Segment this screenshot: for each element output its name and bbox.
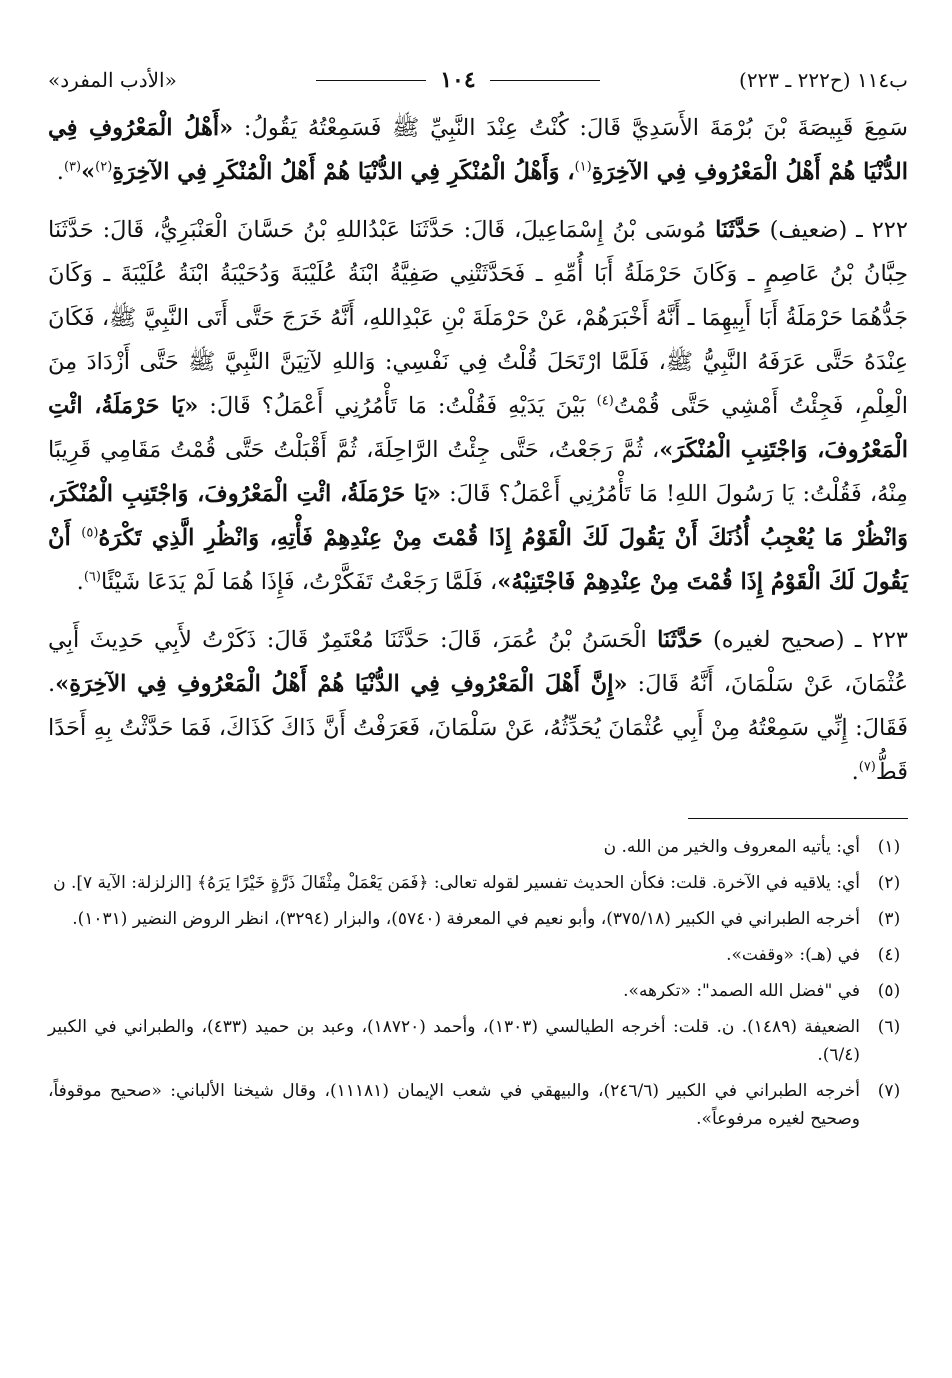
footnote-item — [48, 1077, 908, 1133]
footnote-text: أخرجه الطبراني في الكبير (٣٧٥/١٨)، وأبو نعيم في المعرفة (٥٧٤٠)، والبزار (٣٢٩٤)، انظر الروض النضير (١٠٣١). — [72, 909, 860, 929]
footnote-number: (٤) — [877, 945, 901, 965]
footnote-text: أي: يلاقيه في الآخرة. قلت: فكأن الحديث تفسير لقوله تعالى: ﴿فَمَن يَعْمَلْ مِثْقَالَ ذَرَّةٍ خَيْرًا يَرَهُ﴾ [الزلزلة: الآية ٧]. ن — [53, 873, 860, 893]
footnote-text: في (هـ): «وقفت». — [726, 945, 860, 965]
footnote-text: أخرجه الطبراني في الكبير (٢٤٦/٦)، والبيهقي في شعب الإيمان (١١١٨١)، وقال شيخنا الألباني: «صحيح موقوفاً، وصحيح لغيره مرفوعاً». — [48, 1081, 861, 1129]
hadith-paragraph-223 — [48, 618, 908, 794]
footnote-ref: (٦) — [83, 569, 101, 585]
footnote-item — [48, 1013, 908, 1069]
main-text — [48, 106, 908, 794]
hadith-number-grade: ٢٢٢ ـ (ضعيف) — [760, 217, 908, 243]
isnad-start: حَدَّثَنَا — [715, 217, 761, 243]
text-run: ، فَلَمَّا رَجَعْتُ تَفَكَّرْتُ، فَإِذَا هُمَا لَمْ يَدَعَا شَيْئًا — [100, 569, 498, 595]
footnote-ref: (٢) — [95, 159, 113, 175]
footnote-text: الضعيفة (١٤٨٩). ن. قلت: أخرجه الطيالسي (١٣٠٣)، وأحمد (١٨٧٢٠)، وعبد بن حميد (٤٣٣)، والطبراني في الكبير (٦/٤). — [48, 1017, 860, 1065]
footnote-item — [48, 905, 908, 933]
footnote-text: أي: يأتيه المعروف والخير من الله. ن — [603, 837, 860, 857]
text-run: ، ثُمَّ رَجَعْتُ، حَتَّى جِئْتُ الرَّاحِلَةَ، ثُمَّ أَقْبَلْتُ حَتَّى قُمْتُ مَقَامِي قَرِيبًا مِنْهُ، فَقُلْتُ: يَا رَسُولَ اللهِ! مَا تَأْمُرُنِي أَعْمَلُ؟ قَالَ: — [48, 437, 908, 507]
isnad-start: حَدَّثَنَا — [657, 627, 703, 653]
header-chapter-ref: ب١١٤ (ح٢٢٢ ـ ٢٢٣) — [739, 68, 908, 92]
text-run: . — [851, 759, 859, 785]
text-run: سَمِعَ قَبِيصَةَ بْنَ بُرْمَةَ الأَسَدِيَّ قَالَ: كُنْتُ عِنْدَ النَّبِيِّ ﷺ فَسَمِعْتُهُ يَقُولُ: — [233, 115, 908, 141]
footnote-item — [48, 869, 908, 897]
footnote-item — [48, 833, 908, 861]
hadith-number-grade: ٢٢٣ ـ (صحيح لغيره) — [702, 627, 908, 653]
footnote-number: (١) — [877, 837, 901, 857]
prophetic-quote: «إِنَّ أَهْلَ الْمَعْرُوفِ فِي الدُّنْيَا هُمْ أَهْلُ الْمَعْرُوفِ فِي الآخِرَةِ» — [55, 671, 628, 697]
prophetic-quote: أَنْ يَقُولَ لَكَ الْقَوْمُ إِذَا قُمْتَ مِنْ عِنْدِهِمْ فَاجْتَنِبْهُ» — [48, 525, 908, 595]
prophetic-quote: «يَا حَرْمَلَةُ، ائْتِ الْمَعْرُوفَ، وَاجْتَنِبِ الْمُنْكَرَ، وَانْظُرْ مَا يُعْجِبُ أُذُنَكَ أَنْ يَقُولَ لَكَ الْقَوْمُ إِذَا قُمْتَ مِنْ عِنْدِهِمْ فَأْتِهِ، وَانْظُرِ الَّذِي تَكْرَهُ — [48, 481, 909, 551]
text-run: . — [76, 569, 84, 595]
footnote-number: (٧) — [877, 1081, 901, 1101]
footnote-separator — [688, 818, 908, 819]
footnote-number: (٦) — [877, 1017, 901, 1037]
header-rule-right — [490, 79, 600, 81]
footnote-number: (٣) — [877, 909, 901, 929]
quote-close: » — [81, 159, 96, 185]
footnote-ref: (٣) — [63, 159, 82, 175]
header-center — [316, 67, 599, 93]
footnote-ref: (١) — [574, 159, 592, 175]
footnote-number: (٥) — [877, 981, 901, 1001]
footnotes — [48, 833, 908, 1133]
footnote-item — [48, 977, 908, 1005]
text-run: . — [56, 159, 64, 185]
book-page — [48, 58, 908, 1141]
header-book-title: «الأدب المفرد» — [48, 68, 177, 92]
text-run: الْحَسَنُ بْنُ عُمَرَ، قَالَ: حَدَّثَنَا مُعْتَمِرٌ قَالَ: ذَكَرْتُ لأَبِي حَدِيثَ أَبِي عُثْمَانَ، عَنْ سَلْمَانَ، أَنَّهُ قَالَ: — [48, 627, 908, 697]
text-run: بَيْنَ يَدَيْهِ فَقُلْتُ: مَا تَأْمُرُنِي أَعْمَلُ؟ قَالَ: — [198, 393, 597, 419]
footnote-item — [48, 941, 908, 969]
prophetic-quote: «يَا حَرْمَلَةُ، ائْتِ الْمَعْرُوفَ، وَاجْتَنِبِ الْمُنْكَرَ» — [48, 393, 908, 463]
prophetic-quote: ، وَأَهْلُ الْمُنْكَرِ فِي الدُّنْيَا هُمْ أَهْلُ الْمُنْكَرِ فِي الآخِرَةِ — [112, 159, 575, 185]
footnote-ref: (٧) — [858, 759, 876, 775]
prophetic-quote: «أَهْلُ الْمَعْرُوفِ فِي الدُّنْيَا هُمْ أَهْلُ الْمَعْرُوفِ فِي الآخِرَةِ — [48, 115, 908, 185]
hadith-paragraph-222 — [48, 208, 908, 604]
footnote-ref: (٥) — [81, 525, 99, 541]
text-run: مُوسَى بْنُ إِسْمَاعِيلَ، قَالَ: حَدَّثَنَا عَبْدُاللهِ بْنُ حَسَّانَ الْعَنْبَرِيُّ، قَالَ: حَدَّثَنَا حِبَّانُ بْنُ عَاصِمٍ ـ وَكَانَ حَرْمَلَةُ أَبَا أُمِّهِ ـ فَحَدَّثَتْنِي صَفِيَّةُ ابْنَةُ عُلَيْبَةَ وَدُحَيْبَةُ ابْنَةُ عُلَيْبَةَ ـ وَكَانَ جَدُّهُمَا حَرْمَلَةُ أَبَا أَبِيهِمَا ـ أَنَّهُ أَخْبَرَهُمْ، عَنْ حَرْمَلَةَ بْنِ عَبْدِاللهِ، أَنَّهُ خَرَجَ حَتَّى أَتَى النَّبِيَّ ﷺ، فَكَانَ عِنْدَهُ حَتَّى عَرَفَهُ النَّبِيُّ ﷺ، فَلَمَّا ارْتَحَلَ قُلْتُ فِي نَفْسِي: وَاللهِ لآتِيَنَّ النَّبِيَّ ﷺ حَتَّى أَزْدَادَ مِنَ الْعِلْمِ، فَجِئْتُ أَمْشِي حَتَّى قُمْتُ — [48, 217, 908, 419]
running-header — [48, 58, 908, 102]
header-rule-left — [316, 79, 426, 81]
hadith-paragraph-1 — [48, 106, 908, 194]
text-run: . فَقَالَ: إِنِّي سَمِعْتُهُ مِنْ أَبِي عُثْمَانَ يُحَدِّثُهُ، عَنْ سَلْمَانَ، فَعَرَفْتُ أَنَّ ذَاكَ كَذَاكَ، فَمَا حَدَّثْتُ بِهِ أَحَدًا قَطُّ — [48, 671, 908, 785]
page-number: ١٠٤ — [440, 67, 476, 93]
footnote-text: في "فضل الله الصمد": «تكرهه». — [623, 981, 860, 1001]
footnote-ref: (٤) — [596, 393, 614, 409]
footnote-number: (٢) — [877, 873, 901, 893]
